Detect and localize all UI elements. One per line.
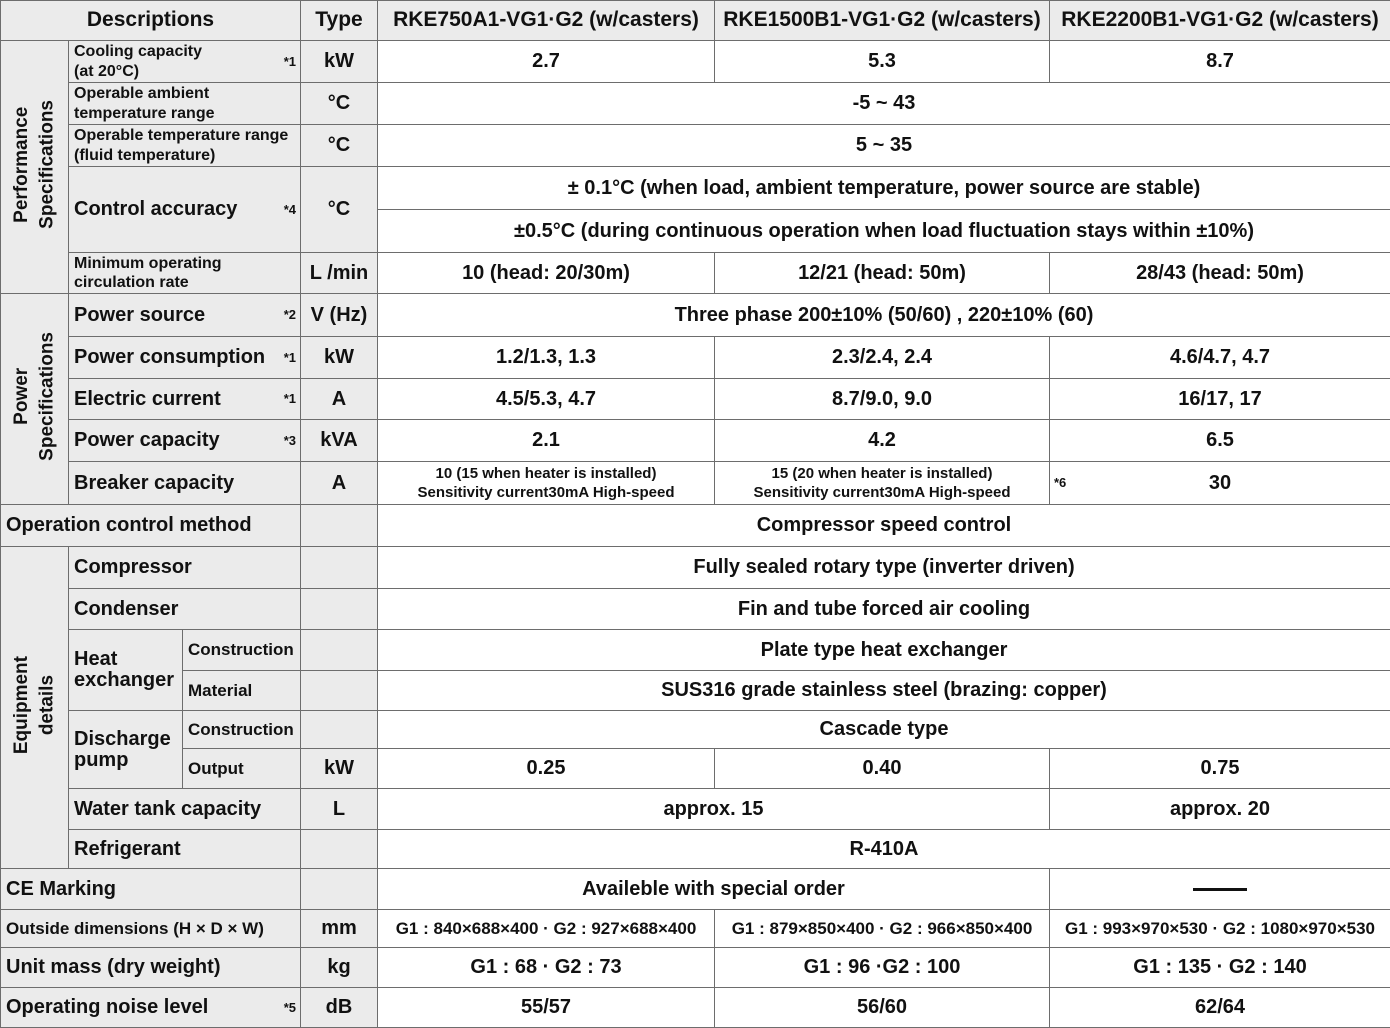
power-capacity-value-3: 6.5 <box>1050 420 1390 462</box>
fluid-unit: °C <box>301 125 378 167</box>
condenser-value: Fin and tube forced air cooling <box>378 589 1390 630</box>
cooling-capacity-row <box>1 41 1390 83</box>
refrigerant-value: R-410A <box>378 830 1390 869</box>
pump-output-unit: kW <box>301 749 378 789</box>
cooling-value-1: 2.7 <box>378 41 715 83</box>
cooling-unit: kW <box>301 41 378 83</box>
dimensions-value-1: G1 : 840×688×400 · G2 : 927×688×400 <box>378 910 715 948</box>
pump-construction-unit <box>301 711 378 749</box>
electric-current-value-3: 16/17, 17 <box>1050 379 1390 420</box>
electric-current-label: Electric current *1 <box>69 379 301 420</box>
unit-mass-value-2: G1 : 96 ·G2 : 100 <box>715 948 1050 988</box>
pump-construction-value: Cascade type <box>378 711 1390 749</box>
power-consumption-value-3: 4.6/4.7, 4.7 <box>1050 337 1390 379</box>
noise-level-row <box>1 988 1390 1028</box>
power-consumption-label: Power consumption *1 <box>69 337 301 379</box>
ce-marking-value-3 <box>1050 869 1390 910</box>
pump-output-label: Output <box>183 749 301 789</box>
pump-output-row <box>1 749 1390 789</box>
discharge-pump-label: Discharge pump <box>69 711 183 789</box>
ce-marking-unit <box>301 869 378 910</box>
pump-output-value-3: 0.75 <box>1050 749 1390 789</box>
water-tank-value-1-2: approx. 15 <box>378 789 1050 830</box>
breaker-capacity-row <box>1 462 1390 505</box>
compressor-label: Compressor <box>69 547 301 589</box>
ambient-unit: °C <box>301 83 378 125</box>
compressor-value: Fully sealed rotary type (inverter driven) <box>378 547 1390 589</box>
electric-current-value-1: 4.5/5.3, 4.7 <box>378 379 715 420</box>
power-consumption-value-1: 1.2/1.3, 1.3 <box>378 337 715 379</box>
control-accuracy-value-1: ± 0.1°C (when load, ambient temperature, power source are stable) <box>378 167 1390 210</box>
header-row <box>1 1 1390 41</box>
noise-level-value-1: 55/57 <box>378 988 715 1028</box>
water-tank-value-3: approx. 20 <box>1050 789 1390 830</box>
condenser-unit <box>301 589 378 630</box>
heat-exchanger-material-unit <box>301 671 378 711</box>
breaker-capacity-label: Breaker capacity <box>69 462 301 505</box>
cooling-value-3: 8.7 <box>1050 41 1390 83</box>
circulation-value-1: 10 (head: 20/30m) <box>378 253 715 294</box>
heat-exchanger-construction-label: Construction <box>183 630 301 671</box>
ce-marking-label: CE Marking <box>1 869 301 910</box>
not-applicable-dash <box>1193 888 1247 891</box>
operation-control-row <box>1 505 1390 547</box>
control-accuracy-row-1 <box>1 167 1390 210</box>
fluid-value: 5 ~ 35 <box>378 125 1390 167</box>
electric-current-unit: A <box>301 379 378 420</box>
condenser-label: Condenser <box>69 589 301 630</box>
power-source-value: Three phase 200±10% (50/60) , 220±10% (60) <box>378 294 1390 337</box>
pump-construction-label: Construction <box>183 711 301 749</box>
compressor-unit <box>301 547 378 589</box>
compressor-row <box>1 547 1390 589</box>
power-source-label: Power source *2 <box>69 294 301 337</box>
breaker-capacity-value-1: 10 (15 when heater is installed) Sensitivity current30mA High-speed <box>378 462 715 505</box>
model-3-header: RKE2200B1-VG1·G2 (w/casters) <box>1050 1 1390 41</box>
electric-current-value-2: 8.7/9.0, 9.0 <box>715 379 1050 420</box>
refrigerant-label: Refrigerant <box>69 830 301 869</box>
power-capacity-unit: kVA <box>301 420 378 462</box>
noise-level-value-2: 56/60 <box>715 988 1050 1028</box>
dimensions-label: Outside dimensions (H × D × W) <box>1 910 301 948</box>
circulation-value-3: 28/43 (head: 50m) <box>1050 253 1390 294</box>
noise-level-value-3: 62/64 <box>1050 988 1390 1028</box>
refrigerant-unit <box>301 830 378 869</box>
circulation-value-2: 12/21 (head: 50m) <box>715 253 1050 294</box>
condenser-row <box>1 589 1390 630</box>
heat-exchanger-material-label: Material <box>183 671 301 711</box>
power-consumption-value-2: 2.3/2.4, 2.4 <box>715 337 1050 379</box>
breaker-capacity-value-3: *6 30 <box>1050 462 1390 505</box>
heat-exchanger-material-row <box>1 671 1390 711</box>
operation-control-value: Compressor speed control <box>378 505 1390 547</box>
power-capacity-value-2: 4.2 <box>715 420 1050 462</box>
operation-control-label: Operation control method <box>1 505 301 547</box>
unit-mass-unit: kg <box>301 948 378 988</box>
power-consumption-unit: kW <box>301 337 378 379</box>
model-2-header: RKE1500B1-VG1·G2 (w/casters) <box>715 1 1050 41</box>
noise-level-unit: dB <box>301 988 378 1028</box>
pump-output-value-1: 0.25 <box>378 749 715 789</box>
heat-exchanger-label: Heat exchanger <box>69 630 183 711</box>
power-source-unit: V (Hz) <box>301 294 378 337</box>
heat-exchanger-construction-row <box>1 630 1390 671</box>
pump-construction-row <box>1 711 1390 749</box>
dimensions-value-3: G1 : 993×970×530 · G2 : 1080×970×530 <box>1050 910 1390 948</box>
ce-marking-row <box>1 869 1390 910</box>
power-capacity-label: Power capacity *3 <box>69 420 301 462</box>
pump-output-value-2: 0.40 <box>715 749 1050 789</box>
ambient-value: -5 ~ 43 <box>378 83 1390 125</box>
power-group-label: Power Specifications <box>1 294 69 505</box>
water-tank-row <box>1 789 1390 830</box>
power-capacity-value-1: 2.1 <box>378 420 715 462</box>
circulation-rate-row <box>1 253 1390 294</box>
unit-mass-row <box>1 948 1390 988</box>
operation-control-unit <box>301 505 378 547</box>
heat-exchanger-material-value: SUS316 grade stainless steel (brazing: copper) <box>378 671 1390 711</box>
control-accuracy-label: Control accuracy *4 <box>69 167 301 253</box>
water-tank-label: Water tank capacity <box>69 789 301 830</box>
dimensions-row <box>1 910 1390 948</box>
breaker-capacity-unit: A <box>301 462 378 505</box>
refrigerant-row <box>1 830 1390 869</box>
ambient-range-label: Operable ambient temperature range <box>69 83 301 125</box>
circulation-rate-label: Minimum operating circulation rate <box>69 253 301 294</box>
heat-exchanger-construction-unit <box>301 630 378 671</box>
power-consumption-row <box>1 337 1390 379</box>
ce-marking-value-1-2: Availeble with special order <box>378 869 1050 910</box>
heat-exchanger-construction-value: Plate type heat exchanger <box>378 630 1390 671</box>
power-source-row <box>1 294 1390 337</box>
ambient-range-row <box>1 83 1390 125</box>
cooling-capacity-label: Cooling capacity (at 20°C) *1 <box>69 41 301 83</box>
unit-mass-value-3: G1 : 135 · G2 : 140 <box>1050 948 1390 988</box>
unit-mass-value-1: G1 : 68 · G2 : 73 <box>378 948 715 988</box>
equipment-group-label: Equipment details <box>1 547 69 869</box>
model-1-header: RKE750A1-VG1·G2 (w/casters) <box>378 1 715 41</box>
descriptions-header: Descriptions <box>1 1 301 41</box>
cooling-value-2: 5.3 <box>715 41 1050 83</box>
breaker-capacity-value-2: 15 (20 when heater is installed) Sensitivity current30mA High-speed <box>715 462 1050 505</box>
fluid-range-row <box>1 125 1390 167</box>
unit-mass-label: Unit mass (dry weight) <box>1 948 301 988</box>
circulation-unit: L /min <box>301 253 378 294</box>
electric-current-row <box>1 379 1390 420</box>
dimensions-unit: mm <box>301 910 378 948</box>
fluid-range-label: Operable temperature range (fluid temperature) <box>69 125 301 167</box>
water-tank-unit: L <box>301 789 378 830</box>
power-capacity-row <box>1 420 1390 462</box>
control-accuracy-unit: °C <box>301 167 378 253</box>
performance-group-label: Performance Specifications <box>1 41 69 294</box>
noise-level-label: Operating noise level *5 <box>1 988 301 1028</box>
control-accuracy-value-2: ±0.5°C (during continuous operation when load fluctuation stays within ±10%) <box>378 210 1390 253</box>
type-header: Type <box>301 1 378 41</box>
dimensions-value-2: G1 : 879×850×400 · G2 : 966×850×400 <box>715 910 1050 948</box>
